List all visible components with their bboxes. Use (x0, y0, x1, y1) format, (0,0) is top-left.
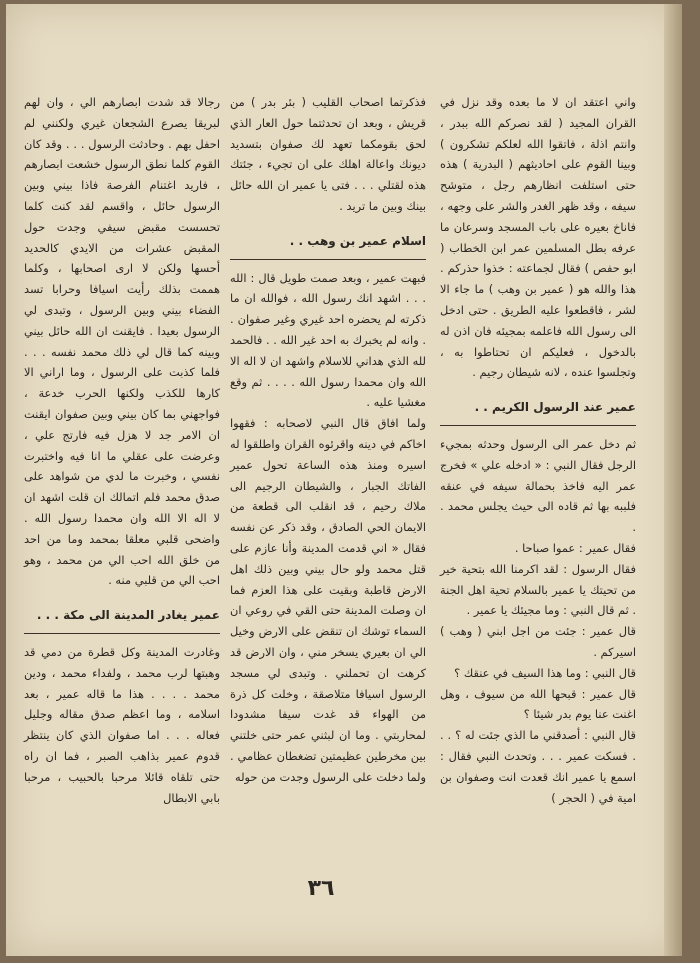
paragraph: رجالا قد شدت ابصارهم الي ، وان لهم لبريقا يصرع الشجعان غيري ولكنني لم احفل بهم . وحادثت الرسول . . . وقد كان القوم كلما نطق الرسول خشعت ابصارهم ، فاريد اغتنام الفرصة فاذا بيني وبين الرسول حائل ، واقسم لقد كنت كلما تحسست مقبض سيفي وجدت حول المقبض عشرات من الايدي كالحديد أحسها ولكن لا ارى اصحابها ، وكلما هممت بذلك رأيت اسيافا وحرابا تسد الفضاء بيني وبين الرسول ، وتبدى لي الرسول بعيدا . فايقنت ان الله حائل بيني وبينه كما قال لي ذلك محمد نفسه . . . فلما كذبت على الرسول ، وما اراني الا كارها للكذب ولكنها الحرب خدعة ، فواجهني بما كان بيني وبين صفوان ايقنت ان الامر جد لا هزل فيه فارتج علي ، وعرضت على عقلي ما انا فيه واختبرت نفسي ، وخبرت ما لدي من شواهد على صدق محمد فلم اتمالك ان قلت اشهد ان لا اله الا الله وان محمدا رسول الله . واضحى قلبي معلقا بمحمد وما من احد من خلق الله احب الي من محمد ، وهو احب الي من قلبي منه . (24, 95, 220, 588)
paragraph: ثم دخل عمر الى الرسول وحدثه بمجيء الرجل فقال النبي : « ادخله علي » فخرج عمر اليه فاخذ بحمالة سيفه في عنقه فلببه بها ثم قاده الى حيث يجلس محمد . . (440, 436, 636, 535)
heading-underline (440, 425, 636, 426)
paragraph: واني اعتقد ان لا ما بعده وقد نزل في القران المجيد ( لقد نصركم الله ببدر ، وانتم اذلة ، فاتقوا الله لعلكم تشكرون ) وبينا القوم على احاديثهم ( البدرية ) هذه حتى استلفت انظارهم رجل ، متوشح سيفه ، وقد ظهر الغدر والشر على وجهه ، فاناخ بعيره على باب المسجد وسرعان ما عرفه بطل المسلمين عمر ابن الخطاب ( ابو حفص ) فقال لجماعته : خذوا حذركم . هذا والله هو ( عمير بن وهب ) ما جاء الا لشر ، فاقطعوا عليه الطريق . حتى ادخل الى رسول الله فاعلمه بمجيئه فان اذن له بالدخول ، فعليكم ان تحتاطوا به ، وتجلسوا عنده ، لانه شيطان رجيم . (440, 95, 636, 380)
paragraph: وغادرت المدينة وكل قطرة من دمي قد وهبتها لرب محمد ، ولفداء محمد ، ودين محمد . . . . هذا ما قاله عمير ، بعد اسلامه ، وما اعظم صدق مقاله وجليل فعاله . . . اما صفوان الذي كان ينتظر قدوم عمير بذاهب الصبر ، فما ان راه حتى تلقاه قائلا مرحبا بالحبيب ، مرحبا بابي الابطال (24, 644, 220, 805)
paragraph: فبهت عمير ، وبعد صمت طويل قال : الله . . . اشهد انك رسول الله ، فوالله ان ما ذكرته لم يحضره احد غيري وغير صفوان . . وانه لم يخبرك به احد غير الله . . فالحمد لله الذي هداني للاسلام واشهد ان لا اله الا الله وان محمدا رسول الله . . . . ثم وقع مغشيا عليه . (230, 270, 426, 410)
paragraph: قال عمير : جئت من اجل ابني ( وهب ) اسيركم . (440, 624, 636, 659)
column-right (440, 92, 636, 808)
section-heading: عمير يغادر المدينة الى مكة . . . (36, 608, 220, 623)
section-heading: اسلام عمير بن وهب . . (289, 233, 426, 248)
column-left (24, 92, 220, 808)
paragraph: فذكرتما اصحاب القليب ( بئر بدر ) من قريش ، وبعد ان تحدثتما حول العار الذي لحق بقومكما تعهد لك صفوان بتسديد ديونك واعالة اهلك على ان تجيء ، جئتك هذه لقتلي . . . فتى يا عمير ان الله حائل بينك وبين ما تريد . (230, 95, 426, 213)
paragraph: قال النبي : أصدقني ما الذي جئت له ؟ . . . فسكت عمير . . . وتحدث النبي فقال : اسمع يا عمير انك قعدت انت وصفوان بن امية في ( الحجر ) (440, 728, 636, 805)
column-middle (230, 92, 426, 788)
paragraph: فقال الرسول : لقد اكرمنا الله بتحية خير من تحيتك يا عمير بالسلام تحية اهل الجنة . ثم قال النبي : وما مجيئك يا عمير . (440, 561, 636, 618)
heading-underline (24, 633, 220, 634)
paragraph: قال النبي : وما هذا السيف في عنقك ؟ (454, 665, 636, 680)
book-page (6, 4, 682, 956)
page-binding-edge (664, 4, 682, 956)
section-heading: عمير عند الرسول الكريم . . (474, 400, 636, 415)
paragraph: قال عمير : قبحها الله من سيوف ، وهل اغنت عنا يوم بدر شيئا ؟ (440, 686, 636, 722)
paragraph: ولما افاق قال النبي لاصحابه : فقهوا اخاكم في دينه واقرئوه القران واطلقوا له اسيره ومنذ هذه الساعة تحول عمير الفاتك الجبار ، والشيطان الرجيم الى ملاك رحيم ، قد انقلب الى قطعة من الايمان الحي الصادق ، وقد ذكر عن نفسه فقال « اني قدمت المدينة وأنا عازم على قتل محمد ولو حال بيني وبين ذلك اهل الارض قاطبة وبقيت على هذا العزم فما ان وصلت المدينة حتى القي في روعي ان السماء توشك ان تنقض على الارض وخيل الي ان بعيري يسخر مني ، وان الارض قد كرهت ان تحملني . وتبدى لي مسجد الرسول اسيافا متلاصقة ، وخلت كل ذرة من الهواء قد غدت سيفا مشدودا لمحاربتي . وما ان لبثني عمر حتى خلتني بين مخرطين عظيمتين تضغطان عظامي . ولما دخلت على الرسول وجدت من حوله (230, 416, 426, 784)
heading-underline (230, 259, 426, 260)
page-number: ٣٦ (307, 876, 335, 901)
paragraph: فقال عمير : عموا صباحا . (514, 540, 636, 555)
